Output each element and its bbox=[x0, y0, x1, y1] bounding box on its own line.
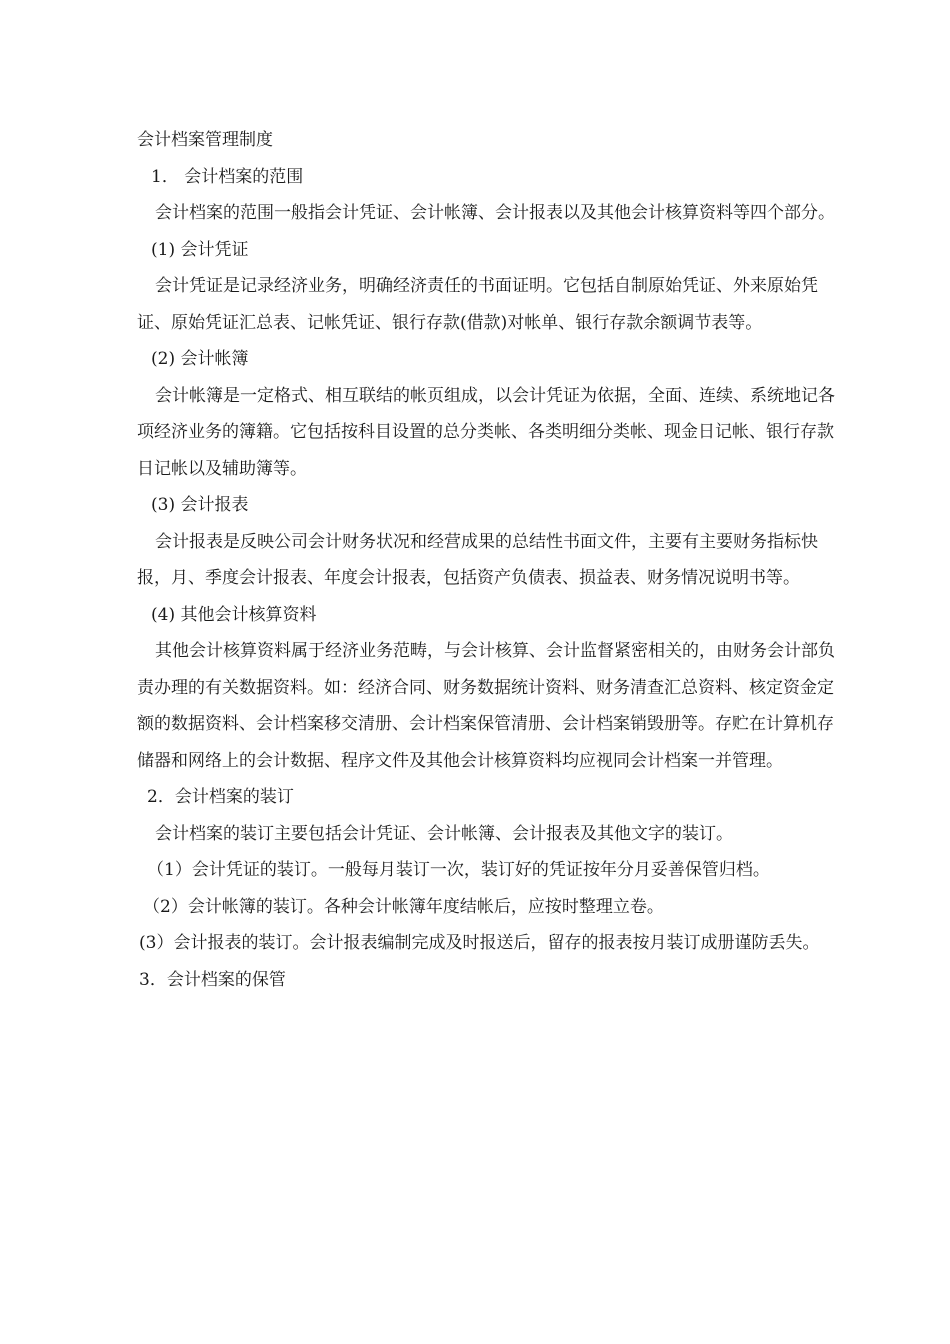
document-body bbox=[137, 122, 842, 998]
section-1-intro: 会计档案的范围一般指会计凭证、会计帐簿、会计报表以及其他会计核算资料等四个部分。 bbox=[155, 203, 835, 223]
section-1-1-heading: (1) 会计凭证 bbox=[151, 239, 249, 260]
section-2-item-2: （2）会计帐簿的装订。各种会计帐簿年度结帐后，应按时整理立卷。 bbox=[143, 896, 664, 917]
section-2-intro: 会计档案的装订主要包括会计凭证、会计帐簿、会计报表及其他文字的装订。 bbox=[155, 823, 733, 844]
section-2-heading: 2．会计档案的装订 bbox=[147, 787, 294, 807]
document-title: 会计档案管理制度 bbox=[137, 130, 273, 150]
section-1-3-body: 会计报表是反映公司会计财务状况和经营成果的总结性书面文件，主要有主要财务指标快报，月、季度会计报表、年度会计报表，包括资产负债表、损益表、财务情况说明书等。 bbox=[137, 531, 818, 588]
section-1-2-body: 会计帐簿是一定格式、相互联结的帐页组成，以会计凭证为依据，全面、连续、系统地记各项经济业务的簿籍。它包括按科目设置的总分类帐、各类明细分类帐、现金日记帐、银行存款日记帐以及辅助簿等。 bbox=[137, 385, 835, 479]
section-1-3-heading: (3) 会计报表 bbox=[151, 495, 249, 515]
section-1-4-heading: (4) 其他会计核算资料 bbox=[151, 604, 317, 625]
section-1-1-body: 会计凭证是记录经济业务，明确经济责任的书面证明。它包括自制原始凭证、外来原始凭证、原始凭证汇总表、记帐凭证、银行存款(借款)对帐单、银行存款余额调节表等。 bbox=[137, 276, 818, 333]
section-2-item-3: (3）会计报表的装订。会计报表编制完成及时报送后，留存的报表按月装订成册谨防丢失。 bbox=[139, 933, 820, 953]
section-1-2-heading: (2) 会计帐簿 bbox=[151, 349, 249, 369]
section-3-heading: 3．会计档案的保管 bbox=[139, 969, 286, 990]
section-1-heading: 1． 会计档案的范围 bbox=[151, 166, 304, 187]
section-1-4-body: 其他会计核算资料属于经济业务范畴，与会计核算、会计监督紧密相关的，由财务会计部负责办理的有关数据资料。如：经济合同、财务数据统计资料、财务清查汇总资料、核定资金定额的数据资料、会计档案移交清册、会计档案保管清册、会计档案销毁册等。存贮在计算机存储器和网络上的会计数据、程序文件及其他会计核算资料均应视同会计档案一并管理。 bbox=[137, 641, 835, 771]
section-2-item-1: （1）会计凭证的装订。一般每月装订一次，装订好的凭证按年分月妥善保管归档。 bbox=[147, 860, 770, 880]
